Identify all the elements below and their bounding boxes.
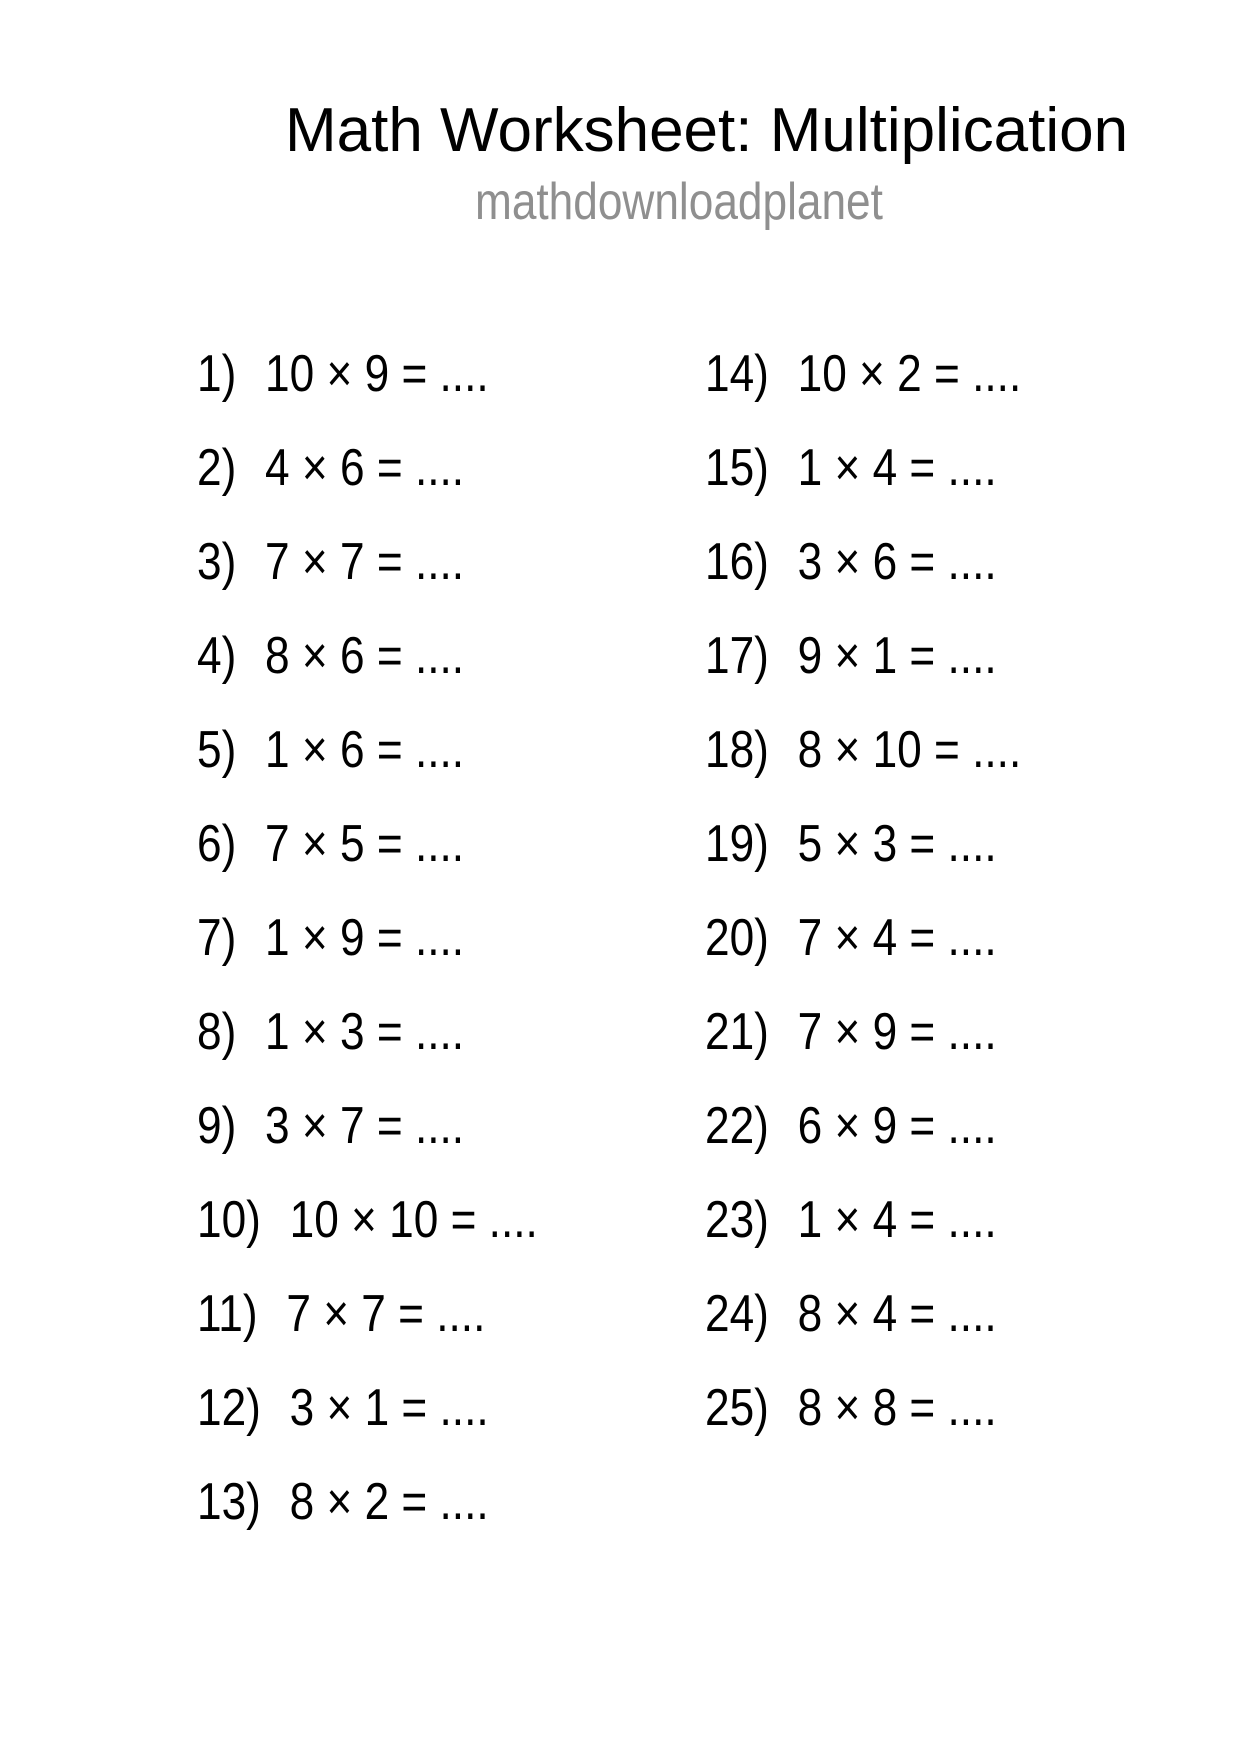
problem-expression: 1 × 9 = .... — [265, 909, 465, 967]
problem-number: 10) — [197, 1191, 261, 1249]
problem-expression: 7 × 7 = .... — [286, 1285, 486, 1343]
problem-row — [705, 1079, 1021, 1173]
problem-row — [197, 421, 538, 515]
problem-row — [705, 1173, 1021, 1267]
problems-column-right — [705, 327, 1077, 1455]
problem-expression: 1 × 3 = .... — [265, 1003, 465, 1061]
problem-expression: 7 × 9 = .... — [797, 1003, 997, 1061]
problem-row — [705, 891, 1021, 985]
problem-row — [197, 1455, 538, 1549]
problem-expression: 8 × 4 = .... — [797, 1285, 997, 1343]
problem-row — [197, 1173, 538, 1267]
problems-column-left — [197, 327, 598, 1549]
problem-number: 5) — [197, 721, 237, 779]
problem-row — [705, 421, 1021, 515]
problem-row — [197, 797, 538, 891]
page-subtitle: mathdownloadplanet — [475, 173, 883, 231]
problem-number: 23) — [705, 1191, 769, 1249]
problem-expression: 4 × 6 = .... — [265, 439, 465, 497]
problem-row — [705, 1267, 1021, 1361]
problem-number: 12) — [197, 1379, 261, 1437]
problem-expression: 9 × 1 = .... — [797, 627, 997, 685]
problem-row — [705, 1361, 1021, 1455]
problem-number: 24) — [705, 1285, 769, 1343]
problem-row — [197, 891, 538, 985]
problem-number: 7) — [197, 909, 237, 967]
problem-expression: 6 × 9 = .... — [797, 1097, 997, 1155]
problem-row — [197, 1267, 538, 1361]
problem-number: 15) — [705, 439, 769, 497]
problem-row — [197, 609, 538, 703]
problem-number: 4) — [197, 627, 237, 685]
problem-expression: 10 × 9 = .... — [265, 345, 489, 403]
problem-row — [705, 703, 1021, 797]
problem-expression: 1 × 6 = .... — [265, 721, 465, 779]
problem-expression: 10 × 10 = .... — [289, 1191, 538, 1249]
problem-row — [705, 797, 1021, 891]
problem-row — [705, 515, 1021, 609]
problem-row — [197, 1361, 538, 1455]
problem-expression: 8 × 10 = .... — [797, 721, 1022, 779]
problem-expression: 3 × 7 = .... — [265, 1097, 465, 1155]
problem-number: 17) — [705, 627, 769, 685]
problem-expression: 1 × 4 = .... — [797, 439, 997, 497]
problem-number: 20) — [705, 909, 769, 967]
problem-expression: 7 × 4 = .... — [797, 909, 997, 967]
problem-number: 22) — [705, 1097, 769, 1155]
problem-number: 2) — [197, 439, 237, 497]
problem-row — [197, 1079, 538, 1173]
problem-row — [705, 609, 1021, 703]
problem-row — [705, 327, 1021, 421]
problem-row — [705, 985, 1021, 1079]
problem-number: 14) — [705, 345, 769, 403]
problem-expression: 3 × 6 = .... — [797, 533, 997, 591]
problem-expression: 10 × 2 = .... — [797, 345, 1022, 403]
problem-expression: 5 × 3 = .... — [797, 815, 997, 873]
problem-expression: 8 × 2 = .... — [289, 1473, 489, 1531]
problem-number: 25) — [705, 1379, 769, 1437]
problem-number: 11) — [197, 1285, 258, 1343]
problem-number: 9) — [197, 1097, 237, 1155]
problem-expression: 8 × 6 = .... — [265, 627, 465, 685]
problem-number: 3) — [197, 533, 237, 591]
problem-number: 18) — [705, 721, 769, 779]
problem-number: 13) — [197, 1473, 261, 1531]
problem-number: 8) — [197, 1003, 237, 1061]
page-title: Math Worksheet: Multiplication — [285, 96, 1129, 165]
problem-row — [197, 327, 538, 421]
problem-number: 1) — [197, 345, 237, 403]
problem-row — [197, 515, 538, 609]
problem-number: 16) — [705, 533, 769, 591]
problem-row — [197, 703, 538, 797]
problem-expression: 8 × 8 = .... — [797, 1379, 997, 1437]
problem-number: 21) — [705, 1003, 769, 1061]
problem-expression: 7 × 5 = .... — [265, 815, 465, 873]
problem-expression: 3 × 1 = .... — [289, 1379, 489, 1437]
problem-number: 6) — [197, 815, 237, 873]
problem-expression: 7 × 7 = .... — [265, 533, 465, 591]
problem-number: 19) — [705, 815, 769, 873]
problem-expression: 1 × 4 = .... — [797, 1191, 997, 1249]
problem-row — [197, 985, 538, 1079]
